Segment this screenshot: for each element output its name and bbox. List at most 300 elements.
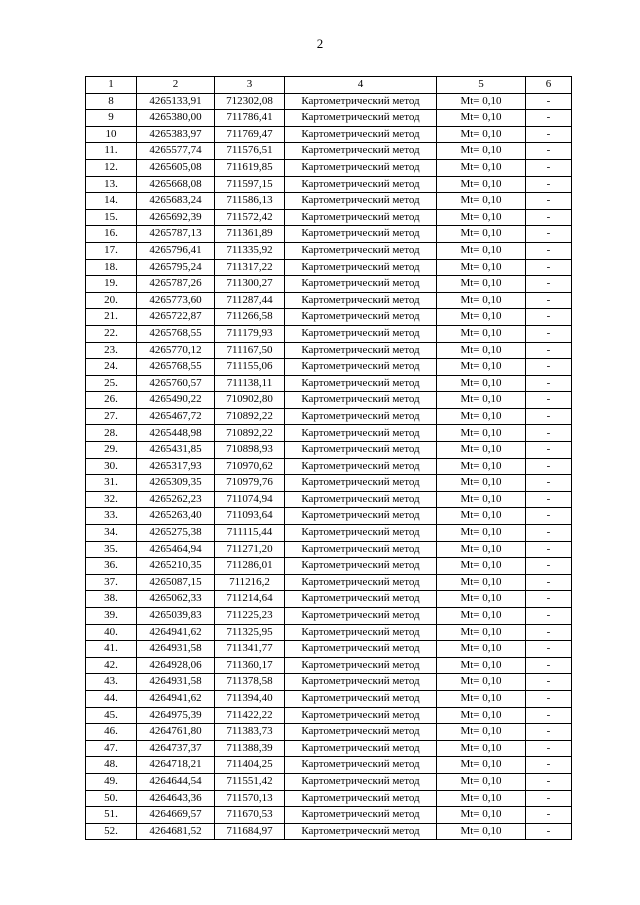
column-header: 6 [526, 77, 572, 94]
table-row [86, 193, 572, 210]
method-cell: Картометрический метод [285, 176, 437, 193]
accuracy-cell: Mt= 0,10 [437, 773, 526, 790]
note-cell: - [526, 508, 572, 525]
point-number-cell: 9 [86, 110, 137, 127]
method-cell: Картометрический метод [285, 425, 437, 442]
accuracy-cell: Mt= 0,10 [437, 259, 526, 276]
x-coordinate-cell: 4265683,24 [137, 193, 215, 210]
accuracy-cell: Mt= 0,10 [437, 657, 526, 674]
y-coordinate-cell: 711422,22 [215, 707, 285, 724]
note-cell: - [526, 242, 572, 259]
point-number-cell: 24. [86, 359, 137, 376]
accuracy-cell: Mt= 0,10 [437, 807, 526, 824]
x-coordinate-cell: 4265760,57 [137, 375, 215, 392]
point-number-cell: 15. [86, 209, 137, 226]
method-cell: Картометрический метод [285, 375, 437, 392]
note-cell: - [526, 823, 572, 840]
method-cell: Картометрический метод [285, 674, 437, 691]
point-number-cell: 50. [86, 790, 137, 807]
point-number-cell: 48. [86, 757, 137, 774]
y-coordinate-cell: 711335,92 [215, 242, 285, 259]
column-header: 5 [437, 77, 526, 94]
x-coordinate-cell: 4264931,58 [137, 641, 215, 658]
table-row [86, 491, 572, 508]
accuracy-cell: Mt= 0,10 [437, 392, 526, 409]
point-number-cell: 13. [86, 176, 137, 193]
accuracy-cell: Mt= 0,10 [437, 674, 526, 691]
method-cell: Картометрический метод [285, 209, 437, 226]
x-coordinate-cell: 4265787,13 [137, 226, 215, 243]
point-number-cell: 52. [86, 823, 137, 840]
x-coordinate-cell: 4265668,08 [137, 176, 215, 193]
point-number-cell: 20. [86, 292, 137, 309]
accuracy-cell: Mt= 0,10 [437, 790, 526, 807]
note-cell: - [526, 408, 572, 425]
method-cell: Картометрический метод [285, 359, 437, 376]
accuracy-cell: Mt= 0,10 [437, 93, 526, 110]
method-cell: Картометрический метод [285, 408, 437, 425]
y-coordinate-cell: 711597,15 [215, 176, 285, 193]
y-coordinate-cell: 711383,73 [215, 724, 285, 741]
accuracy-cell: Mt= 0,10 [437, 690, 526, 707]
table-row [86, 159, 572, 176]
note-cell: - [526, 110, 572, 127]
table-row [86, 608, 572, 625]
note-cell: - [526, 707, 572, 724]
method-cell: Картометрический метод [285, 608, 437, 625]
method-cell: Картометрический метод [285, 807, 437, 824]
y-coordinate-cell: 711074,94 [215, 491, 285, 508]
y-coordinate-cell: 711214,64 [215, 591, 285, 608]
y-coordinate-cell: 711216,2 [215, 574, 285, 591]
y-coordinate-cell: 711388,39 [215, 740, 285, 757]
y-coordinate-cell: 710898,93 [215, 442, 285, 459]
method-cell: Картометрический метод [285, 757, 437, 774]
method-cell: Картометрический метод [285, 773, 437, 790]
method-cell: Картометрический метод [285, 657, 437, 674]
table-row [86, 690, 572, 707]
x-coordinate-cell: 4265309,35 [137, 475, 215, 492]
x-coordinate-cell: 4264681,52 [137, 823, 215, 840]
point-number-cell: 44. [86, 690, 137, 707]
accuracy-cell: Mt= 0,10 [437, 442, 526, 459]
note-cell: - [526, 209, 572, 226]
note-cell: - [526, 624, 572, 641]
point-number-cell: 21. [86, 309, 137, 326]
table-row [86, 541, 572, 558]
x-coordinate-cell: 4264669,57 [137, 807, 215, 824]
method-cell: Картометрический метод [285, 740, 437, 757]
y-coordinate-cell: 710902,80 [215, 392, 285, 409]
method-cell: Картометрический метод [285, 491, 437, 508]
method-cell: Картометрический метод [285, 591, 437, 608]
note-cell: - [526, 359, 572, 376]
x-coordinate-cell: 4265383,97 [137, 126, 215, 143]
point-number-cell: 22. [86, 325, 137, 342]
method-cell: Картометрический метод [285, 624, 437, 641]
y-coordinate-cell: 711684,97 [215, 823, 285, 840]
note-cell: - [526, 807, 572, 824]
method-cell: Картометрический метод [285, 525, 437, 542]
y-coordinate-cell: 711317,22 [215, 259, 285, 276]
note-cell: - [526, 790, 572, 807]
note-cell: - [526, 392, 572, 409]
x-coordinate-cell: 4264928,06 [137, 657, 215, 674]
y-coordinate-cell: 711576,51 [215, 143, 285, 160]
accuracy-cell: Mt= 0,10 [437, 574, 526, 591]
point-number-cell: 33. [86, 508, 137, 525]
table-row [86, 558, 572, 575]
y-coordinate-cell: 710892,22 [215, 425, 285, 442]
table-row [86, 641, 572, 658]
y-coordinate-cell: 710970,62 [215, 458, 285, 475]
note-cell: - [526, 93, 572, 110]
note-cell: - [526, 159, 572, 176]
x-coordinate-cell: 4265796,41 [137, 242, 215, 259]
y-coordinate-cell: 711225,23 [215, 608, 285, 625]
point-number-cell: 37. [86, 574, 137, 591]
table-row [86, 773, 572, 790]
table-row [86, 392, 572, 409]
note-cell: - [526, 325, 572, 342]
accuracy-cell: Mt= 0,10 [437, 143, 526, 160]
method-cell: Картометрический метод [285, 724, 437, 741]
accuracy-cell: Mt= 0,10 [437, 292, 526, 309]
note-cell: - [526, 773, 572, 790]
accuracy-cell: Mt= 0,10 [437, 342, 526, 359]
x-coordinate-cell: 4265467,72 [137, 408, 215, 425]
note-cell: - [526, 425, 572, 442]
column-header: 3 [215, 77, 285, 94]
table-row [86, 624, 572, 641]
x-coordinate-cell: 4265768,55 [137, 359, 215, 376]
table-row [86, 375, 572, 392]
accuracy-cell: Mt= 0,10 [437, 325, 526, 342]
method-cell: Картометрический метод [285, 226, 437, 243]
point-number-cell: 39. [86, 608, 137, 625]
y-coordinate-cell: 711404,25 [215, 757, 285, 774]
note-cell: - [526, 740, 572, 757]
y-coordinate-cell: 711341,77 [215, 641, 285, 658]
point-number-cell: 26. [86, 392, 137, 409]
method-cell: Картометрический метод [285, 707, 437, 724]
x-coordinate-cell: 4265263,40 [137, 508, 215, 525]
note-cell: - [526, 541, 572, 558]
point-number-cell: 38. [86, 591, 137, 608]
page-number: 2 [316, 36, 324, 51]
accuracy-cell: Mt= 0,10 [437, 375, 526, 392]
x-coordinate-cell: 4265768,55 [137, 325, 215, 342]
y-coordinate-cell: 711769,47 [215, 126, 285, 143]
method-cell: Картометрический метод [285, 193, 437, 210]
note-cell: - [526, 674, 572, 691]
point-number-cell: 49. [86, 773, 137, 790]
accuracy-cell: Mt= 0,10 [437, 309, 526, 326]
y-coordinate-cell: 711394,40 [215, 690, 285, 707]
table-row [86, 525, 572, 542]
y-coordinate-cell: 711786,41 [215, 110, 285, 127]
note-cell: - [526, 574, 572, 591]
table-row [86, 110, 572, 127]
method-cell: Картометрический метод [285, 159, 437, 176]
x-coordinate-cell: 4265431,85 [137, 442, 215, 459]
point-number-cell: 45. [86, 707, 137, 724]
x-coordinate-cell: 4264718,21 [137, 757, 215, 774]
note-cell: - [526, 491, 572, 508]
table-row [86, 143, 572, 160]
x-coordinate-cell: 4264931,58 [137, 674, 215, 691]
note-cell: - [526, 259, 572, 276]
table-row [86, 724, 572, 741]
point-number-cell: 8 [86, 93, 137, 110]
note-cell: - [526, 193, 572, 210]
table-row [86, 823, 572, 840]
method-cell: Картометрический метод [285, 110, 437, 127]
y-coordinate-cell: 711670,53 [215, 807, 285, 824]
y-coordinate-cell: 711093,64 [215, 508, 285, 525]
accuracy-cell: Mt= 0,10 [437, 525, 526, 542]
point-number-cell: 47. [86, 740, 137, 757]
method-cell: Картометрический метод [285, 392, 437, 409]
column-header: 2 [137, 77, 215, 94]
x-coordinate-cell: 4265275,38 [137, 525, 215, 542]
point-number-cell: 17. [86, 242, 137, 259]
x-coordinate-cell: 4264761,80 [137, 724, 215, 741]
table-row [86, 740, 572, 757]
table-row [86, 242, 572, 259]
point-number-cell: 14. [86, 193, 137, 210]
point-number-cell: 23. [86, 342, 137, 359]
table-row [86, 209, 572, 226]
table-row [86, 292, 572, 309]
x-coordinate-cell: 4264737,37 [137, 740, 215, 757]
note-cell: - [526, 757, 572, 774]
y-coordinate-cell: 711300,27 [215, 276, 285, 293]
y-coordinate-cell: 711360,17 [215, 657, 285, 674]
x-coordinate-cell: 4265262,23 [137, 491, 215, 508]
x-coordinate-cell: 4265722,87 [137, 309, 215, 326]
table-row [86, 475, 572, 492]
method-cell: Картометрический метод [285, 558, 437, 575]
y-coordinate-cell: 710892,22 [215, 408, 285, 425]
point-number-cell: 34. [86, 525, 137, 542]
point-number-cell: 27. [86, 408, 137, 425]
y-coordinate-cell: 711361,89 [215, 226, 285, 243]
note-cell: - [526, 690, 572, 707]
x-coordinate-cell: 4264644,54 [137, 773, 215, 790]
method-cell: Картометрический метод [285, 790, 437, 807]
y-coordinate-cell: 711619,85 [215, 159, 285, 176]
x-coordinate-cell: 4265490,22 [137, 392, 215, 409]
table-row [86, 93, 572, 110]
point-number-cell: 46. [86, 724, 137, 741]
point-number-cell: 29. [86, 442, 137, 459]
accuracy-cell: Mt= 0,10 [437, 159, 526, 176]
y-coordinate-cell: 711572,42 [215, 209, 285, 226]
y-coordinate-cell: 711271,20 [215, 541, 285, 558]
accuracy-cell: Mt= 0,10 [437, 757, 526, 774]
x-coordinate-cell: 4265577,74 [137, 143, 215, 160]
x-coordinate-cell: 4264643,36 [137, 790, 215, 807]
table-body [86, 93, 572, 840]
table-row [86, 259, 572, 276]
point-number-cell: 25. [86, 375, 137, 392]
method-cell: Картометрический метод [285, 442, 437, 459]
y-coordinate-cell: 711138,11 [215, 375, 285, 392]
x-coordinate-cell: 4265380,00 [137, 110, 215, 127]
accuracy-cell: Mt= 0,10 [437, 541, 526, 558]
accuracy-cell: Mt= 0,10 [437, 425, 526, 442]
table-row [86, 325, 572, 342]
y-coordinate-cell: 711115,44 [215, 525, 285, 542]
point-number-cell: 12. [86, 159, 137, 176]
table-row [86, 591, 572, 608]
method-cell: Картометрический метод [285, 508, 437, 525]
method-cell: Картометрический метод [285, 309, 437, 326]
point-number-cell: 32. [86, 491, 137, 508]
coordinates-table [85, 76, 572, 840]
table-row [86, 442, 572, 459]
note-cell: - [526, 657, 572, 674]
table-row [86, 309, 572, 326]
note-cell: - [526, 309, 572, 326]
y-coordinate-cell: 711378,58 [215, 674, 285, 691]
method-cell: Картометрический метод [285, 574, 437, 591]
method-cell: Картометрический метод [285, 292, 437, 309]
accuracy-cell: Mt= 0,10 [437, 724, 526, 741]
x-coordinate-cell: 4265787,26 [137, 276, 215, 293]
table-row [86, 342, 572, 359]
note-cell: - [526, 475, 572, 492]
point-number-cell: 28. [86, 425, 137, 442]
method-cell: Картометрический метод [285, 325, 437, 342]
method-cell: Картометрический метод [285, 641, 437, 658]
note-cell: - [526, 375, 572, 392]
accuracy-cell: Mt= 0,10 [437, 193, 526, 210]
note-cell: - [526, 608, 572, 625]
point-number-cell: 10 [86, 126, 137, 143]
method-cell: Картометрический метод [285, 143, 437, 160]
x-coordinate-cell: 4265210,35 [137, 558, 215, 575]
point-number-cell: 11. [86, 143, 137, 160]
table-row [86, 408, 572, 425]
method-cell: Картометрический метод [285, 276, 437, 293]
table-row [86, 757, 572, 774]
method-cell: Картометрический метод [285, 823, 437, 840]
accuracy-cell: Mt= 0,10 [437, 176, 526, 193]
x-coordinate-cell: 4265692,39 [137, 209, 215, 226]
note-cell: - [526, 558, 572, 575]
x-coordinate-cell: 4264941,62 [137, 624, 215, 641]
table-row [86, 790, 572, 807]
y-coordinate-cell: 711287,44 [215, 292, 285, 309]
accuracy-cell: Mt= 0,10 [437, 475, 526, 492]
note-cell: - [526, 641, 572, 658]
method-cell: Картометрический метод [285, 690, 437, 707]
note-cell: - [526, 591, 572, 608]
note-cell: - [526, 342, 572, 359]
accuracy-cell: Mt= 0,10 [437, 491, 526, 508]
x-coordinate-cell: 4264975,39 [137, 707, 215, 724]
point-number-cell: 40. [86, 624, 137, 641]
table-row [86, 458, 572, 475]
table-row [86, 807, 572, 824]
accuracy-cell: Mt= 0,10 [437, 408, 526, 425]
accuracy-cell: Mt= 0,10 [437, 209, 526, 226]
method-cell: Картометрический метод [285, 259, 437, 276]
table-row [86, 126, 572, 143]
method-cell: Картометрический метод [285, 458, 437, 475]
y-coordinate-cell: 711551,42 [215, 773, 285, 790]
accuracy-cell: Mt= 0,10 [437, 359, 526, 376]
x-coordinate-cell: 4265448,98 [137, 425, 215, 442]
accuracy-cell: Mt= 0,10 [437, 707, 526, 724]
point-number-cell: 18. [86, 259, 137, 276]
accuracy-cell: Mt= 0,10 [437, 823, 526, 840]
point-number-cell: 30. [86, 458, 137, 475]
note-cell: - [526, 143, 572, 160]
x-coordinate-cell: 4264941,62 [137, 690, 215, 707]
note-cell: - [526, 276, 572, 293]
accuracy-cell: Mt= 0,10 [437, 624, 526, 641]
accuracy-cell: Mt= 0,10 [437, 641, 526, 658]
point-number-cell: 42. [86, 657, 137, 674]
accuracy-cell: Mt= 0,10 [437, 276, 526, 293]
point-number-cell: 36. [86, 558, 137, 575]
x-coordinate-cell: 4265464,94 [137, 541, 215, 558]
y-coordinate-cell: 711179,93 [215, 325, 285, 342]
x-coordinate-cell: 4265133,91 [137, 93, 215, 110]
accuracy-cell: Mt= 0,10 [437, 508, 526, 525]
note-cell: - [526, 292, 572, 309]
accuracy-cell: Mt= 0,10 [437, 608, 526, 625]
column-header: 4 [285, 77, 437, 94]
point-number-cell: 35. [86, 541, 137, 558]
table-row [86, 707, 572, 724]
table-row [86, 657, 572, 674]
x-coordinate-cell: 4265795,24 [137, 259, 215, 276]
table-row [86, 425, 572, 442]
accuracy-cell: Mt= 0,10 [437, 558, 526, 575]
accuracy-cell: Mt= 0,10 [437, 110, 526, 127]
y-coordinate-cell: 711155,06 [215, 359, 285, 376]
method-cell: Картометрический метод [285, 475, 437, 492]
column-header: 1 [86, 77, 137, 94]
accuracy-cell: Mt= 0,10 [437, 591, 526, 608]
note-cell: - [526, 226, 572, 243]
x-coordinate-cell: 4265773,60 [137, 292, 215, 309]
accuracy-cell: Mt= 0,10 [437, 226, 526, 243]
method-cell: Картометрический метод [285, 126, 437, 143]
table-row [86, 674, 572, 691]
point-number-cell: 31. [86, 475, 137, 492]
y-coordinate-cell: 710979,76 [215, 475, 285, 492]
x-coordinate-cell: 4265062,33 [137, 591, 215, 608]
x-coordinate-cell: 4265087,15 [137, 574, 215, 591]
table-row [86, 574, 572, 591]
point-number-cell: 19. [86, 276, 137, 293]
table-row [86, 276, 572, 293]
table-row [86, 176, 572, 193]
point-number-cell: 51. [86, 807, 137, 824]
table-row [86, 508, 572, 525]
accuracy-cell: Mt= 0,10 [437, 458, 526, 475]
y-coordinate-cell: 712302,08 [215, 93, 285, 110]
x-coordinate-cell: 4265039,83 [137, 608, 215, 625]
y-coordinate-cell: 711266,58 [215, 309, 285, 326]
accuracy-cell: Mt= 0,10 [437, 242, 526, 259]
y-coordinate-cell: 711167,50 [215, 342, 285, 359]
